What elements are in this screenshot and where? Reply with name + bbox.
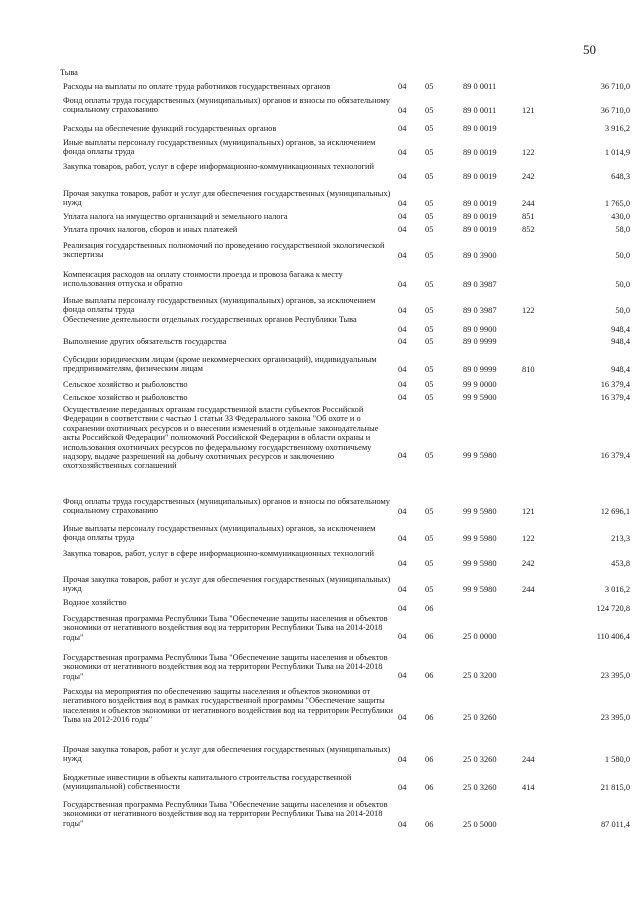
amount-value: 16 379,4 (600, 451, 630, 460)
section-code: 04 (398, 380, 407, 389)
section-code: 04 (398, 559, 407, 568)
subsection-code: 05 (425, 534, 434, 543)
subsection-code: 05 (425, 199, 434, 208)
target-article-code: 89 0 3900 (463, 251, 497, 260)
target-article-code: 25 0 5000 (463, 820, 497, 829)
section-code: 04 (398, 124, 407, 133)
amount-value: 1 765,0 (604, 199, 630, 208)
row-description: Фонд оплаты труда государственных (муниципальных) органов и взносы по обязательному социальному страхованию (63, 497, 390, 516)
section-code: 04 (398, 755, 407, 764)
expense-type-code: 852 (522, 225, 535, 234)
target-article-code: 25 0 3200 (463, 671, 497, 680)
amount-value: 87 011,4 (600, 820, 630, 829)
row-description: Государственная программа Республики Тыва "Обеспечение защиты населения и объектов экономики от негативного воздействия вод на территории Республики Тыва на 2014-2018 годы" (63, 653, 388, 681)
section-code: 04 (398, 585, 407, 594)
target-article-code: 25 0 3260 (463, 713, 497, 722)
section-code: 04 (398, 534, 407, 543)
expense-type-code: 122 (522, 534, 535, 543)
expense-type-code: 121 (522, 106, 535, 115)
amount-value: 50,0 (615, 251, 630, 260)
subsection-code: 05 (425, 451, 434, 460)
target-article-code: 99 9 5980 (463, 559, 497, 568)
row-description: Уплата прочих налогов, сборов и иных платежей (63, 225, 238, 234)
subsection-code: 05 (425, 172, 434, 181)
subsection-code: 05 (425, 306, 434, 315)
subsection-code: 05 (425, 148, 434, 157)
row-description: Государственная программа Республики Тыва "Обеспечение защиты населения и объектов экономики от негативного воздействия вод на территории Республики Тыва на 2014-2018 годы" (63, 614, 388, 642)
amount-value: 948,4 (611, 365, 630, 374)
section-code: 04 (398, 671, 407, 680)
amount-value: 16 379,4 (600, 393, 630, 402)
subsection-code: 05 (425, 82, 434, 91)
section-code: 04 (398, 632, 407, 641)
row-description: Субсидии юридическим лицам (кроме некоммерческих организаций), индивидуальным предпринимателям, физическим лицам (63, 355, 377, 374)
section-code: 04 (398, 280, 407, 289)
subsection-code: 05 (425, 337, 434, 346)
row-description: Государственная программа Республики Тыва "Обеспечение защиты населения и объектов экономики от негативного воздействия вод на территории Республики Тыва на 2014-2018 годы" (63, 800, 388, 828)
expense-type-code: 242 (522, 559, 535, 568)
row-description: Прочая закупка товаров, работ и услуг для обеспечения государственных (муниципальных) нужд (63, 745, 391, 764)
subsection-code: 05 (425, 365, 434, 374)
section-code: 04 (398, 212, 407, 221)
section-code: 04 (398, 713, 407, 722)
expense-type-code: 242 (522, 172, 535, 181)
target-article-code: 89 0 3987 (463, 280, 497, 289)
subsection-code: 05 (425, 251, 434, 260)
target-article-code: 25 0 3260 (463, 783, 497, 792)
expense-type-code: 121 (522, 507, 535, 516)
row-description: Иные выплаты персоналу государственных (муниципальных) органов, за исключением фонда оплаты труда (63, 138, 376, 157)
target-article-code: 89 0 9900 (463, 325, 497, 334)
page-number: 50 (583, 42, 596, 57)
subsection-code: 05 (425, 124, 434, 133)
amount-value: 948,4 (611, 325, 630, 334)
row-description: Расходы на мероприятия по обеспечению защиты населения и объектов экономики от негативного воздействия вод в рамках государственной программы "Обеспечение защиты населения и объектов экономики от негативного воздействия вод на территории Республики Тыва на 2012-2016 годы" (63, 687, 393, 725)
target-article-code: 89 0 0019 (463, 212, 497, 221)
target-article-code: 89 0 0019 (463, 148, 497, 157)
row-description: Иные выплаты персоналу государственных (муниципальных) органов, за исключением фонда оплаты труда (63, 524, 376, 543)
row-description: Иные выплаты персоналу государственных (муниципальных) органов, за исключением фонда оплаты труда (63, 296, 376, 315)
section-code: 04 (398, 507, 407, 516)
subsection-code: 05 (425, 106, 434, 115)
row-description: Обеспечение деятельности отдельных государственных органов Республики Тыва (63, 315, 357, 324)
section-code: 04 (398, 199, 407, 208)
section-code: 04 (398, 82, 407, 91)
target-article-code: 89 0 9999 (463, 337, 497, 346)
target-article-code: 99 9 5980 (463, 534, 497, 543)
row-description: Закупка товаров, работ, услуг в сфере информационно-коммуникационных технологий (63, 162, 374, 171)
amount-value: 50,0 (615, 280, 630, 289)
section-code: 04 (398, 306, 407, 315)
expense-type-code: 244 (522, 585, 535, 594)
header-text: Тыва (60, 68, 78, 77)
target-article-code: 25 0 3260 (463, 755, 497, 764)
amount-value: 1 014,9 (604, 148, 630, 157)
target-article-code: 99 9 5980 (463, 585, 497, 594)
amount-value: 58,0 (615, 225, 630, 234)
amount-value: 3 916,2 (604, 124, 630, 133)
target-article-code: 99 9 5980 (463, 451, 497, 460)
section-code: 04 (398, 365, 407, 374)
amount-value: 36 710,0 (600, 82, 630, 91)
row-description: Уплата налога на имущество организаций и земельного налога (63, 212, 288, 221)
target-article-code: 99 9 5900 (463, 393, 497, 402)
row-description: Бюджетные инвестиции в объекты капитального строительства государственной (муниципальной) собственности (63, 773, 352, 792)
row-description: Компенсация расходов на оплату стоимости проезда и провоза багажа к месту использования отпуска и обратно (63, 270, 343, 289)
amount-value: 16 379,4 (600, 380, 630, 389)
amount-value: 948,4 (611, 337, 630, 346)
target-article-code: 89 0 0019 (463, 172, 497, 181)
section-code: 04 (398, 820, 407, 829)
amount-value: 648,3 (611, 172, 630, 181)
section-code: 04 (398, 451, 407, 460)
subsection-code: 06 (425, 783, 434, 792)
subsection-code: 06 (425, 713, 434, 722)
row-description: Фонд оплаты труда государственных (муниципальных) органов и взносы по обязательному социальному страхованию (63, 96, 390, 115)
row-description: Прочая закупка товаров, работ и услуг для обеспечения государственных (муниципальных) нужд (63, 575, 391, 594)
amount-value: 3 016,2 (604, 585, 630, 594)
subsection-code: 06 (425, 820, 434, 829)
row-description: Закупка товаров, работ, услуг в сфере информационно-коммуникационных технологий (63, 549, 374, 558)
target-article-code: 89 0 0011 (463, 106, 497, 115)
expense-type-code: 414 (522, 783, 535, 792)
row-description: Расходы на выплаты по оплате труда работников государственных органов (63, 82, 331, 91)
amount-value: 23 395,0 (600, 671, 630, 680)
section-code: 04 (398, 604, 407, 613)
amount-value: 110 406,4 (596, 632, 630, 641)
target-article-code: 89 0 0019 (463, 199, 497, 208)
amount-value: 12 696,1 (600, 507, 630, 516)
amount-value: 50,0 (615, 306, 630, 315)
expense-type-code: 244 (522, 755, 535, 764)
expense-type-code: 851 (522, 212, 535, 221)
section-code: 04 (398, 148, 407, 157)
section-code: 04 (398, 325, 407, 334)
subsection-code: 05 (425, 393, 434, 402)
subsection-code: 05 (425, 225, 434, 234)
target-article-code: 89 0 3987 (463, 306, 497, 315)
subsection-code: 05 (425, 559, 434, 568)
target-article-code: 89 0 0019 (463, 225, 497, 234)
target-article-code: 99 9 5980 (463, 507, 497, 516)
target-article-code: 99 9 0000 (463, 380, 497, 389)
subsection-code: 05 (425, 280, 434, 289)
target-article-code: 89 0 0011 (463, 82, 497, 91)
expense-type-code: 122 (522, 306, 535, 315)
row-description: Сельское хозяйство и рыболовство (63, 393, 188, 402)
section-code: 04 (398, 172, 407, 181)
target-article-code: 89 0 9999 (463, 365, 497, 374)
subsection-code: 05 (425, 507, 434, 516)
row-description: Осуществление переданных органам государственной власти субъектов Российской Федерации в соответствии с частью 1 статьи 33 Федерального закона "Об охоте и о сохранении охотничьих ресурсов и о внесении изменений в отдельные законодательные акты Российской Федерации" полномочий Российской Федерации в области охраны и использования охотничьих ресурсов по федеральному государственному охотничьему надзору, выдаче разрешений на добычу охотничьих ресурсов и заключению охотхозяйственных соглашений (63, 405, 379, 471)
expense-type-code: 122 (522, 148, 535, 157)
section-code: 04 (398, 106, 407, 115)
subsection-code: 06 (425, 604, 434, 613)
section-code: 04 (398, 337, 407, 346)
row-description: Выполнение других обязательств государства (63, 337, 227, 346)
expense-type-code: 244 (522, 199, 535, 208)
amount-value: 453,8 (611, 559, 630, 568)
subsection-code: 05 (425, 380, 434, 389)
subsection-code: 06 (425, 671, 434, 680)
section-code: 04 (398, 393, 407, 402)
row-description: Реализация государственных полномочий по проведению государственной экологической экспертизы (63, 241, 385, 260)
subsection-code: 06 (425, 755, 434, 764)
amount-value: 36 710,0 (600, 106, 630, 115)
target-article-code: 89 0 0019 (463, 124, 497, 133)
amount-value: 124 720,8 (596, 604, 630, 613)
section-code: 04 (398, 225, 407, 234)
section-code: 04 (398, 251, 407, 260)
row-description: Прочая закупка товаров, работ и услуг для обеспечения государственных (муниципальных) нужд (63, 189, 391, 208)
subsection-code: 05 (425, 585, 434, 594)
subsection-code: 05 (425, 212, 434, 221)
row-description: Расходы на обеспечение функций государственных органов (63, 124, 277, 133)
amount-value: 21 815,0 (600, 783, 630, 792)
subsection-code: 05 (425, 325, 434, 334)
row-description: Сельское хозяйство и рыболовство (63, 380, 188, 389)
amount-value: 1 580,0 (604, 755, 630, 764)
amount-value: 430,0 (611, 212, 630, 221)
amount-value: 23 395,0 (600, 713, 630, 722)
target-article-code: 25 0 0000 (463, 632, 497, 641)
section-code: 04 (398, 783, 407, 792)
amount-value: 213,3 (611, 534, 630, 543)
row-description: Водное хозяйство (63, 598, 127, 607)
expense-type-code: 810 (522, 365, 535, 374)
subsection-code: 06 (425, 632, 434, 641)
